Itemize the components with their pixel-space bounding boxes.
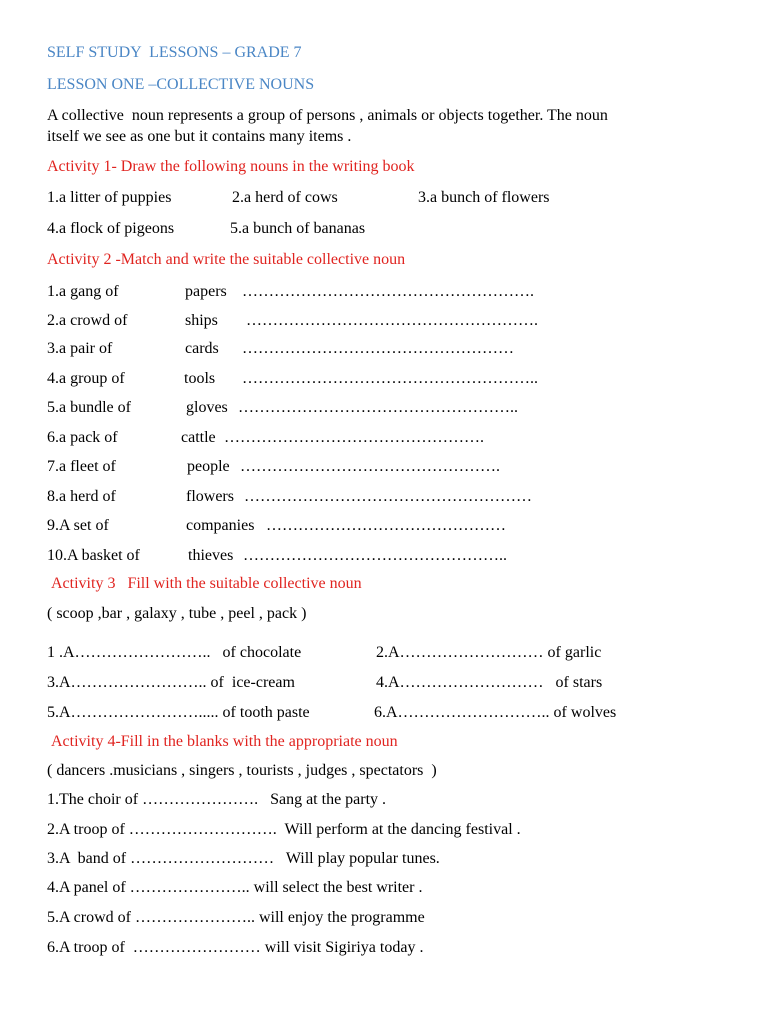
match-blank: …………………………………………. [240, 458, 500, 475]
match-left: 7.a fleet of [47, 458, 116, 475]
activity3-options: ( scoop ,bar , galaxy , tube , peel , pack ) [47, 605, 307, 622]
activity3-item: 2.A……………………… of garlic [376, 644, 602, 661]
match-right: cattle [181, 429, 216, 446]
match-blank: ………………………………………………. [242, 283, 534, 300]
activity1-item: 2.a herd of cows [232, 189, 338, 206]
match-left: 2.a crowd of [47, 312, 128, 329]
lesson-title: LESSON ONE –COLLECTIVE NOUNS [47, 76, 315, 93]
match-left: 4.a group of [47, 370, 125, 387]
match-left: 9.A set of [47, 517, 109, 534]
activity4-item: 4.A panel of ………………….. will select the best writer . [47, 879, 423, 896]
match-blank: …………………………………………….. [238, 399, 518, 416]
activity3-item: 3.A…………………….. of ice-cream [47, 674, 295, 691]
match-right: flowers [186, 488, 234, 505]
match-right: ships [185, 312, 218, 329]
match-blank: …………………………………………. [224, 429, 484, 446]
activity4-item: 2.A troop of ………………………. Will perform at the dancing festival . [47, 821, 521, 838]
match-left: 3.a pair of [47, 340, 113, 357]
match-blank: ………………………………………….. [243, 547, 507, 564]
activity4-item: 5.A crowd of ………………….. will enjoy the programme [47, 909, 425, 926]
match-left: 1.a gang of [47, 283, 119, 300]
activity1-item: 1.a litter of puppies [47, 189, 172, 206]
activity4-options: ( dancers .musicians , singers , tourists , judges , spectators ) [47, 762, 437, 779]
match-blank: ……………………………………… [266, 517, 506, 534]
match-right: companies [186, 517, 255, 534]
activity3-item: 1 .A…………………….. of chocolate [47, 644, 302, 661]
match-left: 6.a pack of [47, 429, 118, 446]
match-blank: ……………………………………………… [244, 488, 532, 505]
intro-line-1: A collective noun represents a group of persons , animals or objects together. The noun [47, 107, 608, 124]
activity3-item: 4.A……………………… of stars [376, 674, 603, 691]
page-title: SELF STUDY LESSONS – GRADE 7 [47, 44, 302, 61]
match-left: 5.a bundle of [47, 399, 131, 416]
match-right: papers [185, 283, 227, 300]
activity1-item: 5.a bunch of bananas [230, 220, 366, 237]
match-left: 8.a herd of [47, 488, 116, 505]
activity4-item: 1.The choir of …………………. Sang at the party . [47, 791, 387, 808]
activity4-heading: Activity 4-Fill in the blanks with the appropriate noun [51, 733, 398, 750]
activity1-heading: Activity 1- Draw the following nouns in the writing book [47, 158, 415, 175]
activity4-item: 3.A band of ……………………… Will play popular tunes. [47, 850, 440, 867]
match-left: 10.A basket of [47, 547, 140, 564]
activity4-item: 6.A troop of …………………… will visit Sigiriya today . [47, 939, 424, 956]
match-right: cards [185, 340, 219, 357]
activity1-item: 4.a flock of pigeons [47, 220, 175, 237]
match-right: thieves [188, 547, 234, 564]
activity2-heading: Activity 2 -Match and write the suitable collective noun [47, 251, 406, 268]
match-right: people [187, 458, 230, 475]
intro-line-2: itself we see as one but it contains many items . [47, 128, 352, 145]
match-blank: ……………………………………………….. [242, 370, 538, 387]
match-right: gloves [186, 399, 228, 416]
activity3-heading: Activity 3 Fill with the suitable collective noun [51, 575, 362, 592]
match-blank: ………………………………………………. [246, 312, 538, 329]
match-right: tools [184, 370, 216, 387]
activity1-item: 3.a bunch of flowers [418, 189, 550, 206]
activity3-item: 5.A……………………..... of tooth paste [47, 704, 310, 721]
activity3-item: 6.A……………………….. of wolves [374, 704, 617, 721]
match-blank: …………………………………………… [242, 340, 514, 357]
